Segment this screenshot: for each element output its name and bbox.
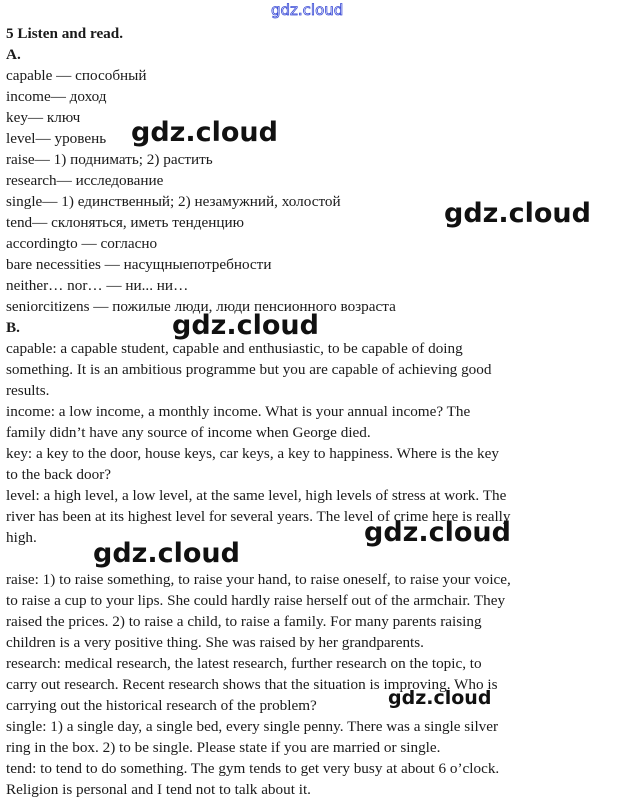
example-line: carrying out the historical research of the problem? bbox=[6, 697, 317, 714]
watermark: gdz.cloud bbox=[388, 687, 492, 709]
example-line: high. bbox=[6, 529, 37, 546]
exercise-heading: 5 Listen and read. bbox=[6, 25, 124, 42]
example-line: income: a low income, a monthly income. What is your annual income? The bbox=[6, 403, 471, 420]
watermark: gdz.cloud bbox=[131, 117, 278, 148]
example-line: something. It is an ambitious programme but you are capable of achieving good bbox=[6, 361, 492, 378]
vocab-line: neither… nor… — ни... ни… bbox=[6, 277, 189, 294]
vocab-line: capable — способный bbox=[6, 67, 147, 84]
example-line: tend: to tend to do something. The gym tends to get very busy at about 6 o’clock. bbox=[6, 760, 500, 777]
example-line: raise: 1) to raise something, to raise your hand, to raise oneself, to raise your voice, bbox=[6, 571, 511, 588]
vocab-line: income— доход bbox=[6, 88, 107, 105]
vocab-line: seniorcitizens — пожилые люди, люди пенсионного возраста bbox=[6, 298, 396, 315]
vocab-line: key— ключ bbox=[6, 109, 81, 126]
example-line: raised the prices. 2) to raise a child, to raise a family. For many parents raising bbox=[6, 613, 482, 630]
example-line: river has been at its highest level for several years. The level of crime here is really bbox=[6, 508, 511, 525]
vocab-line: level— уровень bbox=[6, 130, 107, 147]
watermark: gdz.cloud bbox=[172, 310, 319, 341]
example-line: single: 1) a single day, a single bed, every single penny. There was a single silver bbox=[6, 718, 499, 735]
example-line: key: a key to the door, house keys, car keys, a key to happiness. Where is the key bbox=[6, 445, 499, 462]
watermark: gdz.cloud bbox=[364, 517, 511, 548]
example-line: to raise a cup to your lips. She could hardly raise herself out of the armchair. They bbox=[6, 592, 506, 609]
example-line: Religion is personal and I tend not to talk about it. bbox=[6, 781, 311, 798]
vocab-line: raise— 1) поднимать; 2) растить bbox=[6, 151, 213, 168]
example-line: to the back door? bbox=[6, 466, 112, 483]
watermark: gdz.cloud bbox=[93, 538, 240, 569]
example-line: family didn’t have any source of income when George died. bbox=[6, 424, 371, 441]
watermark-top: gdz.cloud bbox=[271, 1, 344, 19]
vocab-line: single— 1) единственный; 2) незамужний, холостой bbox=[6, 193, 341, 210]
example-line: carry out research. Recent research shows that the situation is improving. Who is bbox=[6, 676, 498, 693]
watermark: gdz.cloud bbox=[444, 198, 591, 229]
vocab-line: accordingto — согласно bbox=[6, 235, 158, 252]
example-line: level: a high level, a low level, at the same level, high levels of stress at work. The bbox=[6, 487, 507, 504]
section-b-label: B. bbox=[6, 319, 20, 336]
vocab-line: bare necessities — насущныепотребности bbox=[6, 256, 272, 273]
section-a-label: A. bbox=[6, 46, 21, 63]
vocab-line: tend— склоняться, иметь тенденцию bbox=[6, 214, 244, 231]
example-line: capable: a capable student, capable and enthusiastic, to be capable of doing bbox=[6, 340, 463, 357]
vocab-line: research— исследование bbox=[6, 172, 164, 189]
example-line: results. bbox=[6, 382, 50, 399]
example-line: children is a very positive thing. She was raised by her grandparents. bbox=[6, 634, 424, 651]
example-line: research: medical research, the latest research, further research on the topic, to bbox=[6, 655, 482, 672]
example-line: ring in the box. 2) to be single. Please state if you are married or single. bbox=[6, 739, 441, 756]
